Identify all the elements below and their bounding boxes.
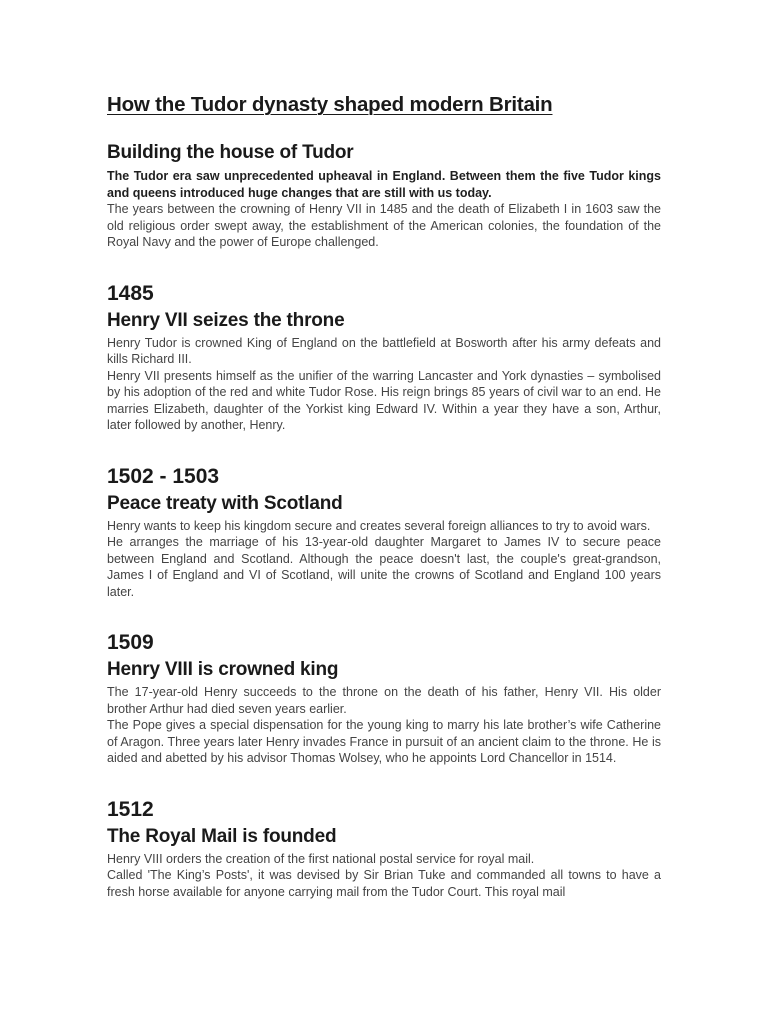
intro-heading: Building the house of Tudor	[107, 142, 354, 163]
section-paragraph: Henry VIII orders the creation of the first national postal service for royal mail.	[107, 851, 535, 866]
section-heading: The Royal Mail is founded	[107, 825, 337, 847]
section-1509	[107, 629, 661, 767]
section-heading: Henry VII seizes the throne	[107, 309, 345, 331]
section-1485	[107, 280, 661, 434]
section-year: 1502 - 1503	[107, 464, 220, 488]
section-heading: Peace treaty with Scotland	[107, 492, 343, 514]
section-paragraph: Called 'The King’s Posts', it was devised by Sir Brian Tuke and commanded all towns to have a fresh horse available for anyone carrying mail from the Tudor Court. This royal mail	[107, 868, 661, 899]
section-year: 1485	[107, 281, 154, 305]
document-page	[107, 93, 661, 900]
section-year: 1509	[107, 631, 154, 654]
section-paragraph: He arranges the marriage of his 13-year-old daughter Margaret to James IV to secure peace between England and Scotland. Although the peace doesn't last, the couple's great-grandson, James I of England and VI of Scotland, will unite the crowns of Scotland and England 100 years later.	[107, 535, 661, 599]
section-paragraph: Henry VII presents himself as the unifier of the warring Lancaster and York dynasties – symbolised by his adoption of the red and white Tudor Rose. His reign brings 85 years of civil war to an end. He marries Elizabeth, daughter of the Yorkist king Edward IV. Within a year they have a son, Arthur, later followed by another, Henry.	[107, 368, 661, 432]
document-title: How the Tudor dynasty shaped modern Britain	[107, 93, 553, 116]
section-paragraph: Henry Tudor is crowned King of England on the battlefield at Bosworth after his army defeats and kills Richard III.	[107, 335, 661, 366]
section-paragraph: Henry wants to keep his kingdom secure and creates several foreign alliances to try to avoid wars.	[107, 518, 651, 533]
section-heading: Henry VIII is crowned king	[107, 659, 339, 680]
section-paragraph: The Pope gives a special dispensation for the young king to marry his late brother’s wife Catherine of Aragon. Three years later Henry invades France in pursuit of an ancient claim to the throne. He is aided and abetted by his advisor Thomas Wolsey, who he appoints Lord Chancellor in 1514.	[107, 718, 661, 765]
intro-body: The years between the crowning of Henry VII in 1485 and the death of Elizabeth I in 1603 saw the old religious order swept away, the establishment of the American colonies, the foundation of the Royal Navy and the power of Europe challenged.	[107, 202, 661, 249]
section-1502-1503	[107, 463, 661, 601]
intro-lede: The Tudor era saw unprecedented upheaval in England. Between them the five Tudor kings and queens introduced huge changes that are still with us today.	[107, 169, 661, 200]
intro-section	[107, 142, 661, 251]
section-year: 1512	[107, 797, 154, 821]
section-1512	[107, 796, 661, 901]
section-paragraph: The 17-year-old Henry succeeds to the throne on the death of his father, Henry VII. His older brother Arthur had died seven years earlier.	[107, 685, 661, 716]
